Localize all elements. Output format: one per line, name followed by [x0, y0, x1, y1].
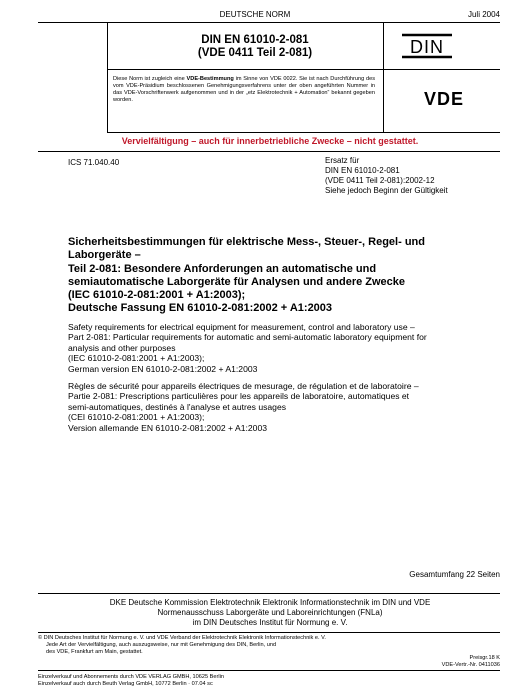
copyright-line: Jede Art der Vervielfältigung, auch auszugsweise, nur mit Genehmigung des DIN, Berlin, und	[46, 642, 277, 648]
title-english-line: German version EN 61010-2-081:2002 + A1:2003	[68, 363, 258, 374]
notice-rule	[38, 151, 500, 152]
replacement-line: DIN EN 61010-2-081	[325, 166, 400, 175]
replacement-line: (VDE 0411 Teil 2-081):2002-12	[325, 176, 435, 185]
total-pages: Gesamtumfang 22 Seiten	[409, 570, 500, 579]
din-logo	[402, 33, 452, 59]
left-box-rule	[107, 22, 108, 132]
committee-line: DKE Deutsche Kommission Elektrotechnik Elektronik Informationstechnik im DIN und VDE	[109, 598, 431, 607]
title-french	[68, 381, 508, 433]
title-french-line: semi-automatiques, destinés à l'analyse et autres usages	[68, 401, 287, 412]
title-german-line: Teil 2-081: Besondere Anforderungen an automatische und	[68, 262, 377, 275]
copy-notice: Vervielfältigung – auch für innerbetriebliche Zwecke – nicht gestattet.	[121, 136, 419, 146]
committee-rule	[38, 593, 500, 594]
title-english-line: (IEC 61010-2-081:2001 + A1:2003);	[68, 353, 205, 364]
title-german-line: (IEC 61010-2-081:2001 + A1:2003);	[68, 289, 246, 302]
vde-regulation-note: Diese Norm ist zugleich eine VDE-Bestimmung im Sinne von VDE 0022. Sie ist nach Durchführung des vom VDE-Präsidium beschlossenen Genehmigungsverfahrens unter der oben angeführten Nummer in das VDE-Vorschriftenwerk aufgenommen und in der „etz Elektrotechnik + Automation“ bekannt gegeben worden.	[113, 76, 375, 103]
copyright-line: des VDE, Frankfurt am Main, gestattet.	[46, 649, 143, 655]
sales-line: Einzelverkauf und Abonnements durch VDE VERLAG GMBH, 10625 Berlin	[38, 674, 224, 680]
title-french-line: Version allemande EN 61010-2-081:2002 + A1:2003	[68, 422, 267, 433]
replacement-info	[325, 156, 505, 196]
standard-vde-number: (VDE 0411 Teil 2-081)	[197, 47, 313, 59]
title-german-line: semiautomatische Laborgeräte für Analysen und andere Zwecke	[68, 275, 406, 288]
title-english	[68, 322, 508, 374]
title-german-line: Laborgeräte –	[68, 249, 141, 262]
committee-line: im DIN Deutsches Institut für Normung e. V.	[192, 618, 348, 627]
box-bottom-rule	[107, 132, 500, 133]
logo-box-rule	[383, 22, 384, 132]
order-number: VDE-Vertr.-Nr. 0411036	[441, 662, 500, 668]
copyright-notice	[38, 635, 418, 656]
title-box-rule	[107, 69, 500, 70]
replacement-line: Ersatz für	[325, 156, 360, 165]
title-french-line: (CEI 61010-2-081:2001 + A1:2003);	[68, 412, 205, 423]
ics-code: ICS 71.040.40	[68, 158, 120, 167]
committee-info	[40, 598, 500, 628]
replacement-line: Siehe jedoch Beginn der Gültigkeit	[325, 186, 448, 195]
title-german-line: Deutsche Fassung EN 61010-2-081:2002 + A1:2003	[68, 302, 333, 315]
sales-info	[38, 674, 418, 688]
vde-logo: VDE	[423, 89, 464, 109]
header-document-type: DEUTSCHE NORM	[219, 10, 291, 19]
title-french-line: Règles de sécurité pour appareils électriques de mesurage, de régulation et de laboratoire –	[68, 381, 419, 391]
header-date: Juli 2004	[467, 10, 500, 19]
price-group: Preisgr.18 K	[469, 655, 500, 661]
footer-rule	[38, 632, 500, 633]
title-german-line: Sicherheitsbestimmungen für elektrische Mess-, Steuer-, Regel- und	[68, 236, 425, 248]
din-logo-mark	[402, 33, 452, 59]
title-english-line: Part 2-081: Particular requirements for automatic and semi-automatic laboratory equipment for	[68, 332, 427, 343]
svg-text:DIN: DIN	[410, 37, 444, 57]
copyright-line: © DIN Deutsches Institut für Normung e. V. und VDE Verband der Elektrotechnik Elektronik Informationstechnik e. V.	[38, 635, 326, 641]
sales-line: Einzelverkauf auch durch Beuth Verlag GmbH, 10772 Berlin · 07.04 sc	[38, 681, 213, 687]
sales-rule	[38, 670, 500, 671]
title-english-line: analysis and other purposes	[68, 342, 176, 353]
title-english-line: Safety requirements for electrical equipment for measurement, control and laboratory use –	[68, 322, 415, 332]
committee-line: Normenausschuss Laborgeräte und Laboreinrichtungen (FNLa)	[157, 608, 383, 617]
title-french-line: Partie 2-081: Prescriptions particulières pour les appareils de laboratoire, automatiques et	[68, 391, 410, 402]
title-german	[68, 236, 508, 316]
standard-number: DIN EN 61010-2-081	[201, 34, 309, 46]
